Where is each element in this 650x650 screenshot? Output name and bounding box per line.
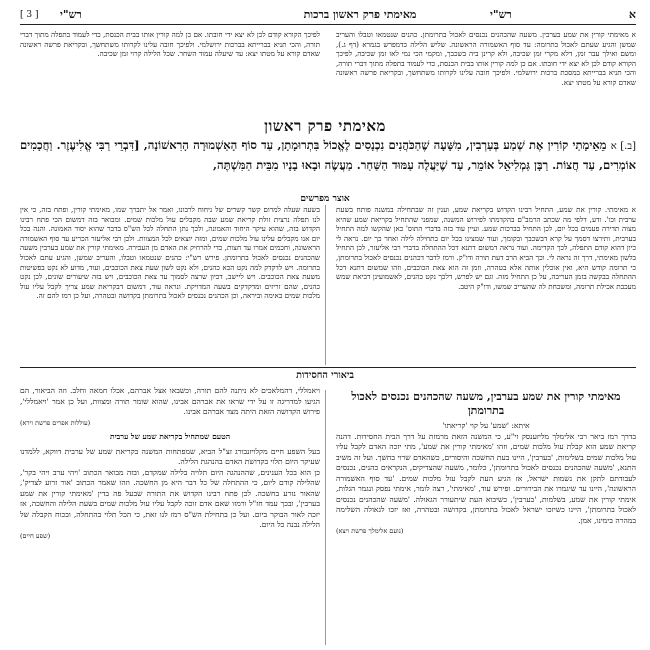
folio-letter: א (628, 8, 636, 21)
mishnah-body: מֵאֵימָתַי קוֹרִין אֶת שְׁמַע בְּעַרְבִין, מִשָּׁעָה שֶׁהַכֹּהֲנִים נִכְנָסִים לֶאֱכוֹל בִּתְרוּמָתָן, עַד סוֹף הָאַשְׁמוּרָה הָרִאשׁוֹנָה, [דִּבְרֵי רַבִּי אֱלִיעֶזֶר. וַחֲכָמִים אוֹמְרִים, עַד חֲצוֹת. רַבָּן גַּמְלִיאֵל אוֹמֵר, עַד שֶׁיַּעֲלֶה עַמּוּד הַשַּׁחַר. מַעֲשֶׂה וּבָאוּ בָנָיו מִבֵּית הַמִּשְׁתֶּה, (20, 138, 636, 172)
mishnah-number: [ב.] א (610, 141, 636, 152)
chasidut-text-right: בדרך רמז ביאר רבי אלימלך מליזענסק זי"ע, כי המשנה הזאת מרמזת על דרך הבית החסידות. דהנה קריאת שמע הוא קבלת עול מלכות שמים, וזהו 'מאימתי קורין את שמע', מתי יזכה האדם לקבל עליו עול מלכות שמים בשלימות, 'בערבין', היינו בעת החשכה והיסורים, כשהאדם שרוי בחשך. ועל זה משיב התנא, 'משעה שהכהנים נכנסים לאכול בתרומתן', כלומר, משעה שהצדיקים, הנקראים כהנים, נכנסים לעבודתם לתקן את נשמות ישראל, אז הגיע העת לקבל עול מלכות שמים. 'עד סוף האשמורה הראשונה', היינו עד שיגמרו את הבירורים. ופירש עוד, 'מאימתי', רצה לומר, אימתי נפסק ונגמר הגלות, אימתי קורין את שמע, בשלמות, 'בערבין', כשיבוא העת שיתעורר הגאולה. 'משעה שהכהנים נכנסים לאכול בתרומתן', היינו כשיזכו ישראל לאכול בתרומתן, בקדושה ובטהרה, ואז יזכו לגאולה השלימה במהרה בימינו, אמן. (336, 431, 636, 525)
header-right-label: רש"י (490, 8, 512, 21)
chasidut-source-left-top: (עוללות אפרים פרשת וירא) (20, 418, 91, 427)
mishnah-text (20, 136, 636, 174)
page-header (20, 6, 636, 25)
page-number: [ 3 ] (20, 10, 39, 20)
chasidut-column-right (336, 390, 636, 537)
chasidut-text-left: כן הוא בכל הענינים, שההנהגה היום תלויה בלילה שמקדם, ובזה מבואר הכתוב 'ויהי ערב ויהי בקר', שהלילה קודם ליום, כי ההתחלה של כל דבר היא מן החשכה. וזהו שאמר הכתוב 'אור זרוע לצדיק', שהאור נזרע בחשכה. לכן פתח רבינו הקדוש את התורה שבעל פה בדין 'מאימתי קורין את שמע בערבין', ובכך עמד חז"ל ורמזו שאם אדם זוכה לקבל עליו עול מלכות שמים בשעת הלילה והחשכה, אז יזכה לאור הבוקר ביום. ועל כן בתחילת הש"ס רמז לנו זאת, כי הכל תלוי בהתחלה, ובכוח הקבלה של הלילה נבנה כל היום. (20, 467, 320, 529)
column-divider (325, 205, 326, 365)
chapter-title: מאימתי פרק ראשון (264, 117, 386, 135)
chasidut-lemma: מאימתי קורין את שמע בערבין, משעה שהכהנים נכנסים לאכול בתרומתן (351, 390, 621, 417)
chasidut-intro: בעל השפע חיים מקלויזנבורג זצ"ל הביא, שמפתחות המשנה בקריאת שמע של ערבית דווקא, ללמדנו שעיקר היום תלוי בקדושת האדם בהנהגת הלילה. (20, 446, 320, 466)
chasidut-source-left: (שפע חיים) (20, 531, 51, 540)
top-commentary-right: א מאימתי קורין את שמע בערבין. משעה שהכהנים נכנסים לאכול בתרומתן. כהנים שנטמאו וטבלו והעריב שמשן והגיע שעתם לאכול בתרומה: עד סוף האשמורה הראשונה. שליש הלילה כדמפרש בגמרא (דף ג.), ומשם ואילך עבר זמן, דלא מקרי זמן שכיבה, ולא קרינן ביה בשכבך, ומקמי הכי נמי לאו זמן שכיבה, לפיכך הקורא קודם לכן לא יצא ידי חובתו. אם כן למה קורין אותו בבית הכנסת, כדי לעמוד בתפלה מתוך דברי תורה, והכי תניא בברייתא במסכת ברכות ירושלמי. ולפיכך חובה עלינו לקרותו משתחשך, ובקריאת פרשה ראשונה שאדם קורא על מטתו יצא. (336, 30, 636, 87)
osar-commentary-block: בשעה שעלה למרום קשר קשרים של ניחוח לרבונו, ואמר אל יתברך שמו, מאימתי קורין, ופתח בזה, כי אין לנו תפלה נרצית זולת קריאת שמע שבה מקבלים עול מלכות שמים. ומבואר בזה דמשום הכי פתח רבינו הקדוש בזה, שהוא עיקר היחוד והאמונה, ולכך נתן התחלה לכל הש"ס בדבר שהוא יסוד האמונה. והנה בכל יום אנו מקבלים עלינו עול מלכות שמים, ומזה יוצאים לכל המצוות. ולכן רבי אליעזר הכריע עד סוף האשמורה הראשונה, וחכמים אמרו עד חצות, כדי להרחיק את האדם מן העבירה. מאימתי קורין את שמע בערבין משעה שהכהנים נכנסים לאכול בתרומתן. פירש רש"י: כהנים שנטמאו וטבלו, והעריב שמשן, והגיע עתם לאכול בתרומה. ויש לדקדק למה נקט הכא כהנים, ולא נקט לשון שעת צאת הכוכבים, ועוד, מדוע לא נקט בפשיטות משעת צאת הכוכבים. ויש ליישב, דכיון שרצה לסמוך עד צאת הכוכבים, ויש בזה שיעורים שונים, לכן נקט כהנים, שהם זריזים ומדקדקים בשעה המדויקת. ונראה עוד, דמשום דבקריאת שמע צריך לקבל עליו עול מלכות שמים באימה וביראה, וכן הכהנים נכנסים לאכול בתרומתן בקדושה ובטהרה, ועל כן רמז להם זה. (20, 205, 320, 301)
chasidut-source-right: (נועם אלימלך פרשת ויצא) (336, 527, 404, 535)
biurei-hachasidut-title: ביאורי החסידות (296, 370, 354, 381)
header-left-label: רש"י (60, 8, 82, 21)
header-title: מאימתי פרק ראשון ברכות (303, 8, 417, 21)
osar-mefarshim-title: אוצר מפרשים (300, 194, 350, 204)
chasidut-text-left-top: ויאמללי, דהמלאכים לא ניתנה להם תורה, וכשבאו אצל אברהם, אכלו חמאה וחלב. וזה הביאור, הם הגיעו למדריגה זו על ידי שראו את אברהם אבינו, שהוא שומר תורה ומצוות, ועל כן אמר 'ויאמללי', פירוש הקדושה הזאת היתה מצד אברהם אבינו. (20, 386, 320, 416)
top-commentary-left: לפיכך הקורא קודם לכן לא יצא ידי חובתו. אם כן למה קורין אותו בבית הכנסת, כדי לעמוד בתפלה מתוך דברי תורה, והכי תניא בברייתא בברכות ירושלמי. ולפיכך חובה עלינו לקרותו משתחשך, ובקריאת פרשה ראשונה שאדם קורא על מטתו יצא: עד שיעלה עמוד השחר. שכל הלילה קרוי זמן שכיבה. (20, 30, 320, 58)
chasidut-column-left (20, 386, 320, 541)
chasidut-heading: הטעם שמתחיל בקריאת שמע של ערבית (109, 432, 231, 441)
chasidut-sub: איתא: 'שמע' על קוי 'קריאתו' (442, 421, 530, 430)
rashi-commentary-block: א מאימתי. קורין את שמע, התחיל רבינו הקדוש בקריאת שמע, וענין זה שבתחילה במשנה פותח בשעת ערבית וכו'. ודע, דלפי מה שכתב הרמב"ם בהקדמתו לפירוש המשנה, שמפני שהתחיל בקריאת שמע שהיא מצוה תדירה פעמים בכל יום, לכן התחיל בברכות שמע. ועיין עוד בזה בדברי התוס' כאן שהקשו למה התחיל בערבית, ותירצו דסמך על קרא דבשכבך ובקומך, ועוד שמצינו בכל יום בתחילה לילה ואחר כך יום. נראה לי כיון דהוא קודם התפלה, לכך הקדימה. ועוד נראה דמשום דתנא דכל ההתחלה בדברי רבי אליעזר, לכן התחיל בלשון מאימתי, דרך זה נראה לי. וכך הביא הרב דעת תורה ודו"ק. ורמז לדבר דכהנים נכנסים לאכול בתרומתן, כי תרומה קודש היא, ואין אוכלין אותה אלא בטהרה, וזמן זה הוא צאת הכוכבים, וזהו שמשום דתנא דכל ההתחלה בבקשה בזמן העריבה, על כן התחיל מזה. וגם יש לפרש, דלכך נקט כהנים, לאשמועינן דביאת שמש מעכבת אכילת תרומה, ומשכחת לה שהעריב שמשו, ודו"ק היטב. (336, 205, 636, 291)
section-divider (20, 367, 636, 368)
column-divider-lower (325, 390, 326, 645)
